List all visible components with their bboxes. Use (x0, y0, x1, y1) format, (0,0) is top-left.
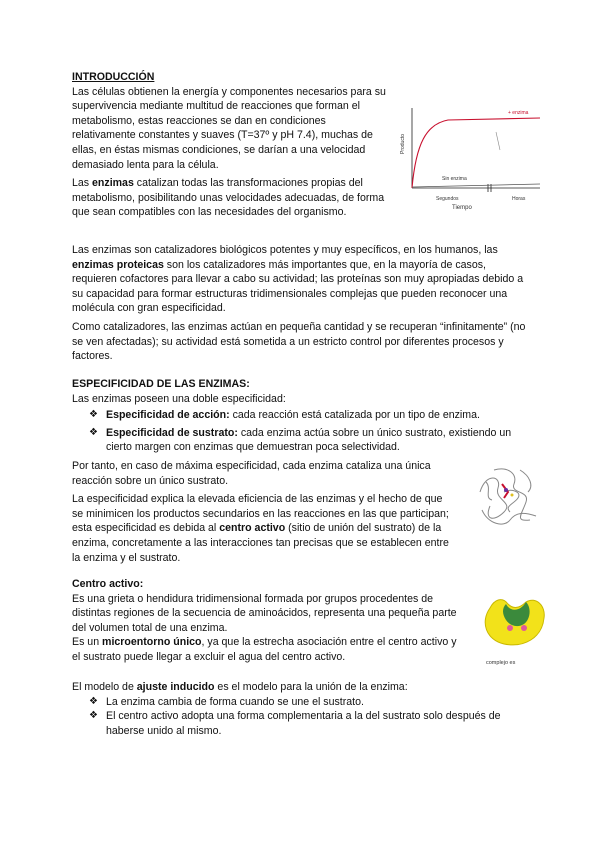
intro-paragraph-3: Las enzimas son catalizadores biológicos potentes y muy específicos, en los humanos, las enzimas proteicas son los catalizadores más importantes que, en la mayoría de casos, requieren cofactores para llevar a cabo su actividad; las proteínas son muy apropiadas debido a su capacidad para formar estructuras tridimensionales complejas que pueden reconocer una molécula con gran especificidad. (72, 244, 524, 315)
bullet-diamond-icon: ❖ (89, 426, 98, 438)
intro-paragraph-2: Las enzimas catalizan todas las transformaciones propias del metabolismo, posibilitando unas velocidades adecuadas, de forma que sean compatibles con las necesidades del organismo. (72, 177, 385, 219)
list-item: ❖ El centro activo adopta una forma complementaria a la del sustrato solo después de haberse unido al mismo. (89, 710, 501, 737)
specificity-title: ESPECIFICIDAD DE LAS ENZIMAS: (72, 378, 250, 390)
active-site-section (72, 577, 462, 665)
specificity-paragraph-1: Por tanto, en caso de máxima especificidad, cada enzima cataliza una única reacción sobre un único sustrato. (72, 459, 431, 487)
intro-continued (72, 243, 528, 364)
graph-curve-no-enzyme (412, 184, 540, 187)
specificity-intro: Las enzimas poseen una doble especificidad: (72, 392, 286, 405)
graph-y-label: Producto (400, 133, 406, 154)
active-site-paragraph-2: Es un microentorno único, ya que la estrecha asociación entre el centro activo y el sustrato puede llegar a excluir el agua del centro activo. (72, 636, 457, 663)
list-item: ❖ Especificidad de acción: cada reacción está catalizada por un tipo de enzima. (89, 409, 480, 422)
induced-fit-intro: El modelo de ajuste inducido es el modelo para la unión de la enzima: (72, 681, 408, 693)
active-site-paragraph-1: Es una grieta o hendidura tridimensional formada por grupos procedentes de distintas regiones de la secuencia de aminoácidos, representa una pequeña parte del volumen total de una enzima. (72, 592, 457, 634)
intro-title: INTRODUCCIÓN (72, 71, 155, 83)
specificity-list (72, 408, 528, 455)
list-item: ❖ Especificidad de sustrato: cada enzima actúa sobre un único sustrato, existiendo un cierto margen con enzimas que demuestran poca selectividad. (89, 426, 512, 454)
bullet-diamond-icon: ❖ (89, 710, 98, 722)
graph-x-hours: Horas (512, 196, 526, 202)
intro-section (72, 70, 390, 220)
enzyme-figure-caption: complejo es (486, 660, 516, 666)
protein-structure-image (474, 462, 542, 532)
active-site-title: Centro activo: (72, 578, 144, 590)
specificity-section (72, 377, 528, 565)
graph-x-seconds: Segundos (436, 196, 459, 202)
intro-paragraph-1: Las células obtienen la energía y componentes necesarios para su supervivencia mediante multitud de reacciones que forman el metabolismo, estas reacciones se dan en condiciones relativamente constantes y suaves (T=37º y pH 7.4), muchas de ellas, en éstas mismas condiciones, se darían a una velocidad demasiado lenta para la célula. (72, 85, 386, 171)
intro-paragraph-4: Como catalizadores, las enzimas actúan en pequeña cantidad y se recuperan “infinitamente” (no se ven afectadas); su actividad está sometida a un estricto control por diferentes procesos y factores. (72, 320, 526, 363)
enzyme-substrate-complex-image (480, 588, 552, 668)
graph-enzyme-label: + enzima (508, 110, 529, 116)
reaction-rate-graph (398, 104, 544, 216)
bullet-diamond-icon: ❖ (89, 695, 98, 707)
induced-fit-list (72, 695, 528, 739)
specificity-paragraph-2: La especificidad explica la elevada eficiencia de las enzimas y el hecho de que se minimicen los productos secundarios en las reacciones en las que participan; esta especificidad es debida al centro activo (sitio de unión del sustrato) de la enzima, concretamente a las interacciones tan precisas que se establecen entre la enzima y el sustrato. (72, 493, 449, 564)
list-item: ❖ La enzima cambia de forma cuando se une el sustrato. (89, 695, 364, 708)
induced-fit-section (72, 680, 528, 738)
bullet-diamond-icon: ❖ (89, 409, 98, 421)
graph-curve-enzyme (412, 118, 540, 188)
graph-no-enzyme-label: Sin enzima (442, 176, 467, 182)
graph-x-label: Tiempo (452, 205, 472, 211)
